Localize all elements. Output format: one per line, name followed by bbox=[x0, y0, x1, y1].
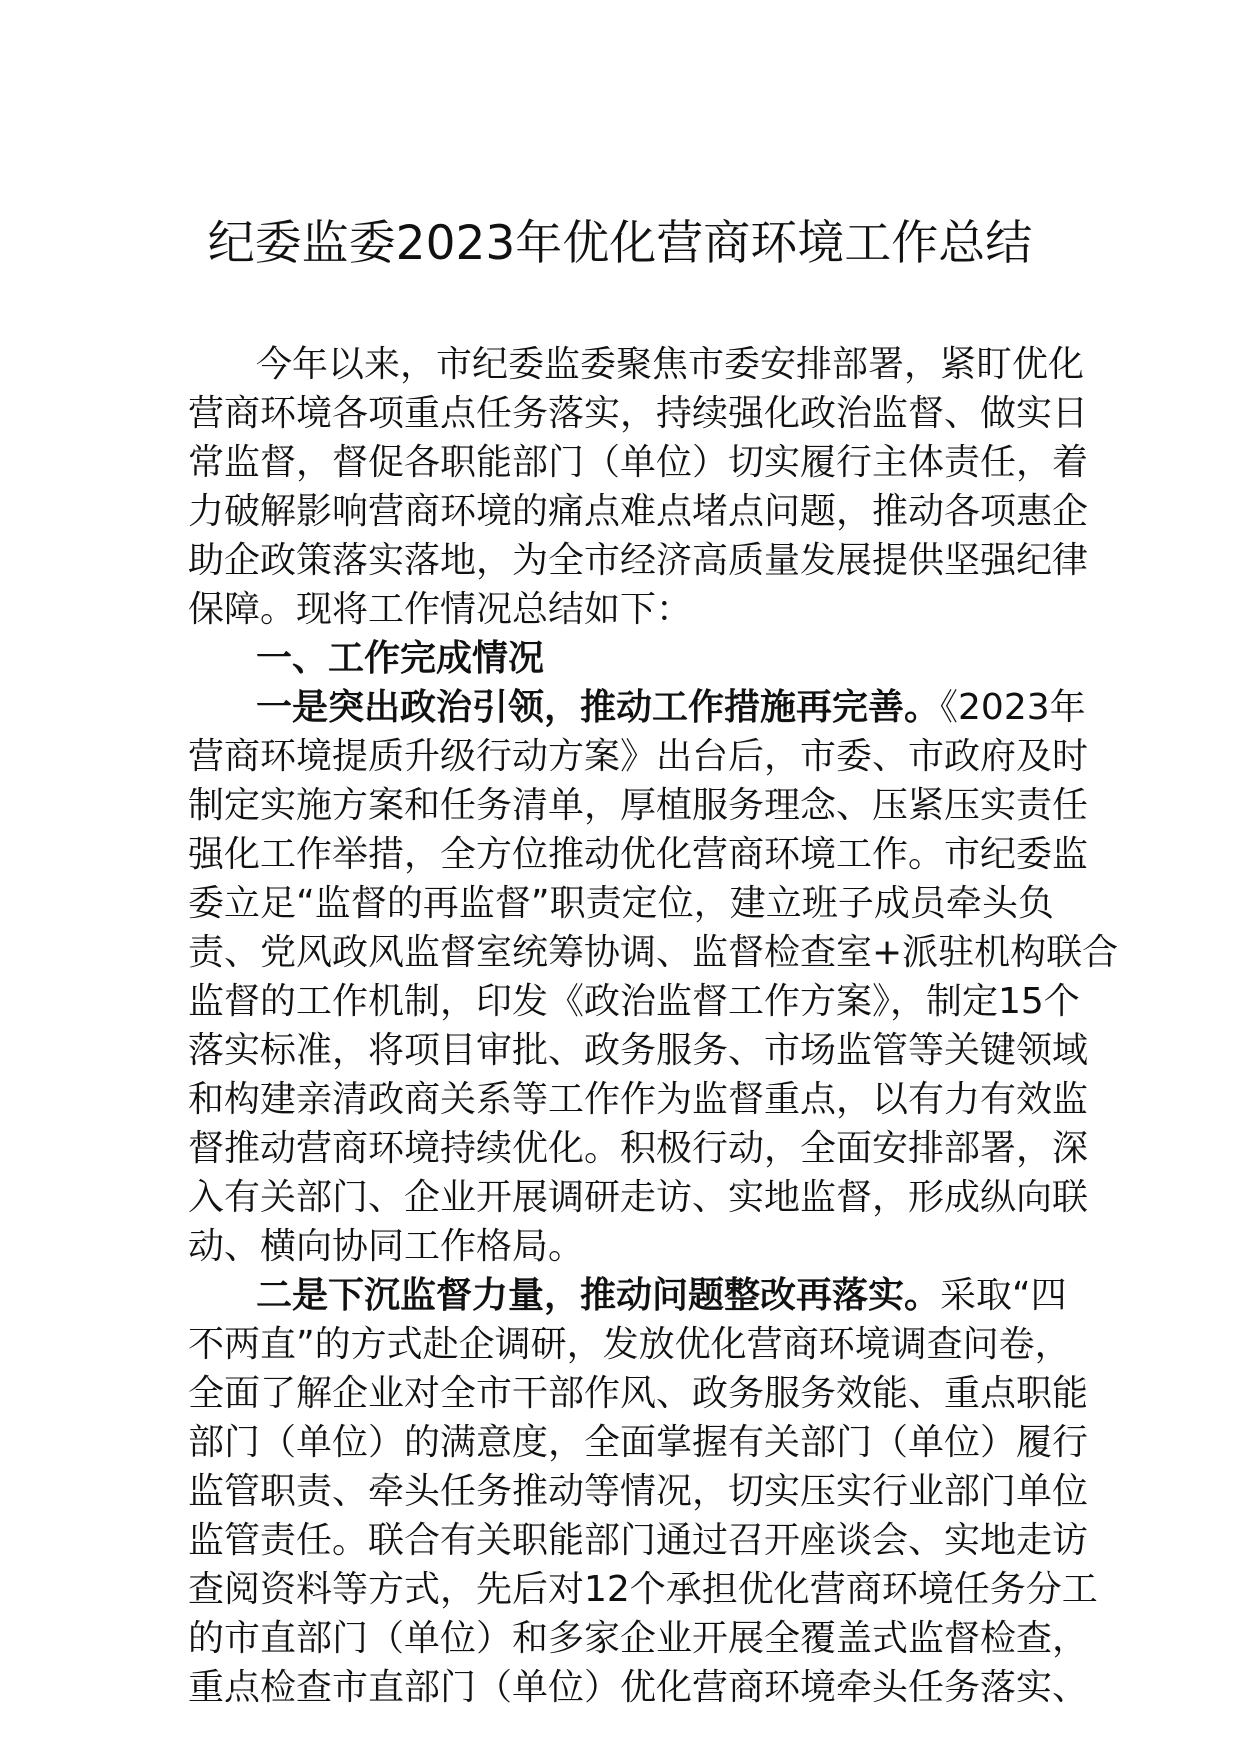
text-line: 全面了解企业对全市干部作风、政务服务效能、重点职能 bbox=[188, 1373, 1089, 1414]
text-line: 委立足“监督的再监督”职责定位，建立班子成员牵头负 bbox=[188, 883, 1054, 924]
text-line: 保障。现将工作情况总结如下： bbox=[188, 589, 693, 630]
document-body bbox=[188, 340, 1119, 1712]
text-line: 助企政策落实落地，为全市经济高质量发展提供坚强纪律 bbox=[188, 540, 1089, 581]
text-line: 落实标准，将项目审批、政务服务、市场监管等关键领域 bbox=[188, 1030, 1089, 1071]
text-line bbox=[188, 683, 1086, 732]
document-title: 纪委监委2023年优化营商环境工作总结 bbox=[207, 216, 1033, 271]
text-line: 监管职责、牵头任务推动等情况，切实压实行业部门单位 bbox=[188, 1471, 1089, 1512]
text-line: 重点检查市直部门（单位）优化营商环境牵头任务落实、 bbox=[188, 1667, 1089, 1708]
text-line: 和构建亲清政商关系等工作作为监督重点，以有力有效监 bbox=[188, 1079, 1089, 1120]
text-line: 今年以来，市纪委监委聚焦市委安排部署，紧盯优化 bbox=[256, 344, 1085, 385]
text-line: 查阅资料等方式，先后对12个承担优化营商环境任务分工 bbox=[188, 1569, 1098, 1610]
text-line: 营商环境提质升级行动方案》出台后，市委、市政府及时 bbox=[188, 736, 1089, 777]
text-line: 不两直”的方式赴企调研，发放优化营商环境调查问卷， bbox=[188, 1324, 1071, 1365]
paragraph-lead-bold: 二是下沉监督力量，推动问题整改再落实。 bbox=[256, 1275, 941, 1316]
text-line: 强化工作举措，全方位推动优化营商环境工作。市纪委监 bbox=[188, 834, 1089, 875]
paragraph-lead-text: 《2023年 bbox=[940, 687, 1086, 728]
text-line: 部门（单位）的满意度，全面掌握有关部门（单位）履行 bbox=[188, 1422, 1089, 1463]
paragraph-lead-bold: 一是突出政治引领，推动工作措施再完善。 bbox=[256, 687, 941, 728]
text-line: 督推动营商环境持续优化。积极行动，全面安排部署，深 bbox=[188, 1128, 1089, 1169]
text-line: 监督的工作机制，印发《政治监督工作方案》，制定15个 bbox=[188, 981, 1080, 1022]
text-line: 动、横向协同工作格局。 bbox=[188, 1226, 585, 1267]
text-line: 责、党风政风监督室统筹协调、监督检查室+派驻机构联合 bbox=[188, 932, 1119, 973]
section-heading: 一、工作完成情况 bbox=[256, 638, 545, 679]
text-line bbox=[188, 1271, 1067, 1320]
text-line: 的市直部门（单位）和多家企业开展全覆盖式监督检查， bbox=[188, 1618, 1089, 1659]
text-line: 入有关部门、企业开展调研走访、实地监督，形成纵向联 bbox=[188, 1177, 1089, 1218]
text-line: 制定实施方案和任务清单，厚植服务理念、压紧压实责任 bbox=[188, 785, 1089, 826]
text-line: 常监督，督促各职能部门（单位）切实履行主体责任，着 bbox=[188, 442, 1089, 483]
text-line: 监管责任。联合有关职能部门通过召开座谈会、实地走访 bbox=[188, 1520, 1089, 1561]
paragraph-lead-text: 采取“四 bbox=[940, 1275, 1067, 1316]
text-line: 营商环境各项重点任务落实，持续强化政治监督、做实日 bbox=[188, 393, 1089, 434]
text-line: 力破解影响营商环境的痛点难点堵点问题，推动各项惠企 bbox=[188, 491, 1089, 532]
